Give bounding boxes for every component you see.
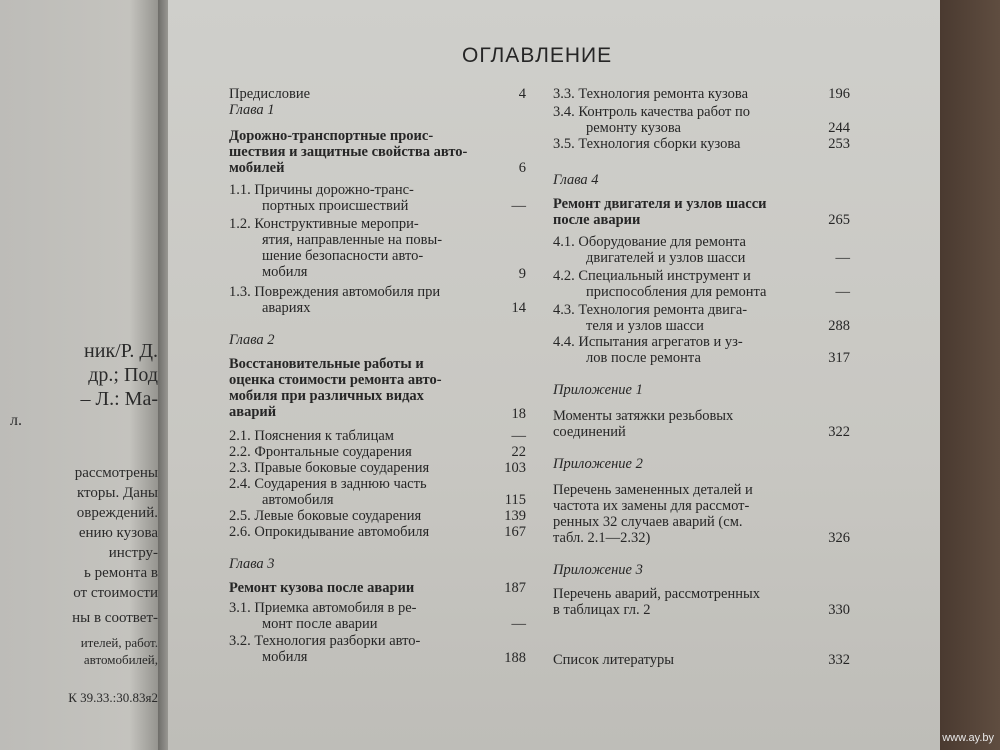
toc-entry: 1.1. Причины дорожно-транс- портных происшествий [229,182,414,214]
page-number: 330 [828,602,850,618]
toc-entry: 3.5. Технология сборки кузова [553,136,741,152]
page-number: 265 [828,212,850,228]
toc-entry: 2.5. Левые боковые соударения [229,508,422,524]
page-number: 244 [828,120,850,136]
toc-entry: 2.2. Фронтальные соударения [229,444,412,460]
page-number: 22 [511,444,526,460]
toc-entry: 4.2. Специальный инструмент и приспособления для ремонта [553,268,767,300]
chapter-label: Глава 1 [229,102,275,118]
toc-entry: 2.1. Пояснения к таблицам [229,428,394,444]
appendix-label: Приложение 2 [553,456,643,472]
appendix-label: Приложение 3 [553,562,643,578]
left-text-fragment: л. [10,412,22,429]
chapter-title: Ремонт кузова после аварии [229,580,415,596]
left-text-fragment: – Л.: Ма- [80,388,158,410]
left-text-fragment: др.; Под [88,364,158,386]
page-number: 332 [828,652,850,668]
left-text-fragment: ь ремонта в [84,565,158,581]
left-text-fragment: овреждений. [76,505,158,521]
page-number: 288 [828,318,850,334]
left-text-fragment: рассмотрены [74,465,158,481]
page-number: 14 [511,300,526,316]
page-number: — [511,616,526,632]
page-number: 188 [504,650,526,666]
left-text-fragment: инстру- [108,545,158,561]
left-text-fragment: кторы. Даны [76,485,158,501]
page-number: 326 [828,530,850,546]
toc-entry: 3.2. Технология разборки авто- мобиля [229,633,421,665]
page-title: ОГЛАВЛЕНИЕ [462,44,613,67]
page-number: 18 [511,406,526,422]
toc-entry: Список литературы [553,652,675,668]
toc-entry: Перечень аварий, рассмотренных в таблицах гл. 2 [553,586,761,618]
chapter-title: Восстановительные работы и оценка стоимости ремонта авто- мобиля при различных видах аварий [229,356,442,420]
left-page [0,0,162,750]
page-number: — [511,428,526,444]
left-text-fragment: ению кузова [78,525,158,541]
chapter-title: Дорожно-транспортные проис- шествия и защитные свойства авто- мобилей [229,128,468,176]
left-text-fragment: ителей, работ. [80,635,158,650]
toc-entry: 4.1. Оборудование для ремонта двигателей и узлов шасси [553,234,746,266]
toc-entry: 2.3. Правые боковые соударения [229,460,430,476]
page-number: 196 [828,86,850,102]
page-number: 9 [518,266,526,282]
toc-entry: 4.4. Испытания агрегатов и уз- лов после ремонта [553,334,743,366]
left-text-fragment: К 39.33.:30.83я2 [68,690,158,705]
page-number: — [511,198,526,214]
toc-entry: 2.6. Опрокидывание автомобиля [229,524,430,540]
chapter-label: Глава 4 [553,172,599,188]
left-text-fragment: автомобилей, [83,652,158,667]
page-number: 115 [504,492,526,508]
chapter-title: Ремонт двигателя и узлов шасси после аварии [553,196,767,228]
toc-entry: 3.3. Технология ремонта кузова [553,86,748,102]
watermark: www.ay.by [942,732,994,744]
page-number: 103 [504,460,526,476]
toc-entry: Перечень замененных деталей и частота их замены для рассмот- ренных 32 случаев аварий (см. табл. 2.1—2.32) [553,482,753,546]
page-number: 253 [828,136,850,152]
page-number: 317 [828,350,850,366]
chapter-label: Глава 2 [229,332,275,348]
toc-entry: Моменты затяжки резьбовых соединений [553,408,734,440]
toc-entry: 1.2. Конструктивные меропри- ятия, направленные на повы- шение безопасности авто- мобиля [229,216,443,280]
table-surface [940,0,1000,750]
page-number: — [835,250,850,266]
left-text-fragment: ны в соответ- [72,610,158,626]
appendix-label: Приложение 1 [553,382,643,398]
toc-entry: 1.3. Повреждения автомобиля при авариях [229,284,441,316]
toc-entry: 3.1. Приемка автомобиля в ре- монт после аварии [229,600,417,632]
page-number: 6 [518,160,526,176]
left-text-fragment: от стоимости [73,585,158,601]
page-number: 322 [828,424,850,440]
chapter-label: Глава 3 [229,556,275,572]
toc-entry: 2.4. Соударения в заднюю часть автомобиля [229,476,427,508]
page-number: — [835,284,850,300]
page-number: 187 [504,580,526,596]
toc-entry-preface: Предисловие [229,86,311,102]
page-number: 139 [504,508,526,524]
page-number: 4 [518,86,526,102]
toc-entry: 3.4. Контроль качества работ по ремонту кузова [553,104,750,136]
page-number: 167 [504,524,526,540]
toc-entry: 4.3. Технология ремонта двига- теля и узлов шасси [553,302,748,334]
left-text-fragment: ник/Р. Д. [84,340,158,362]
